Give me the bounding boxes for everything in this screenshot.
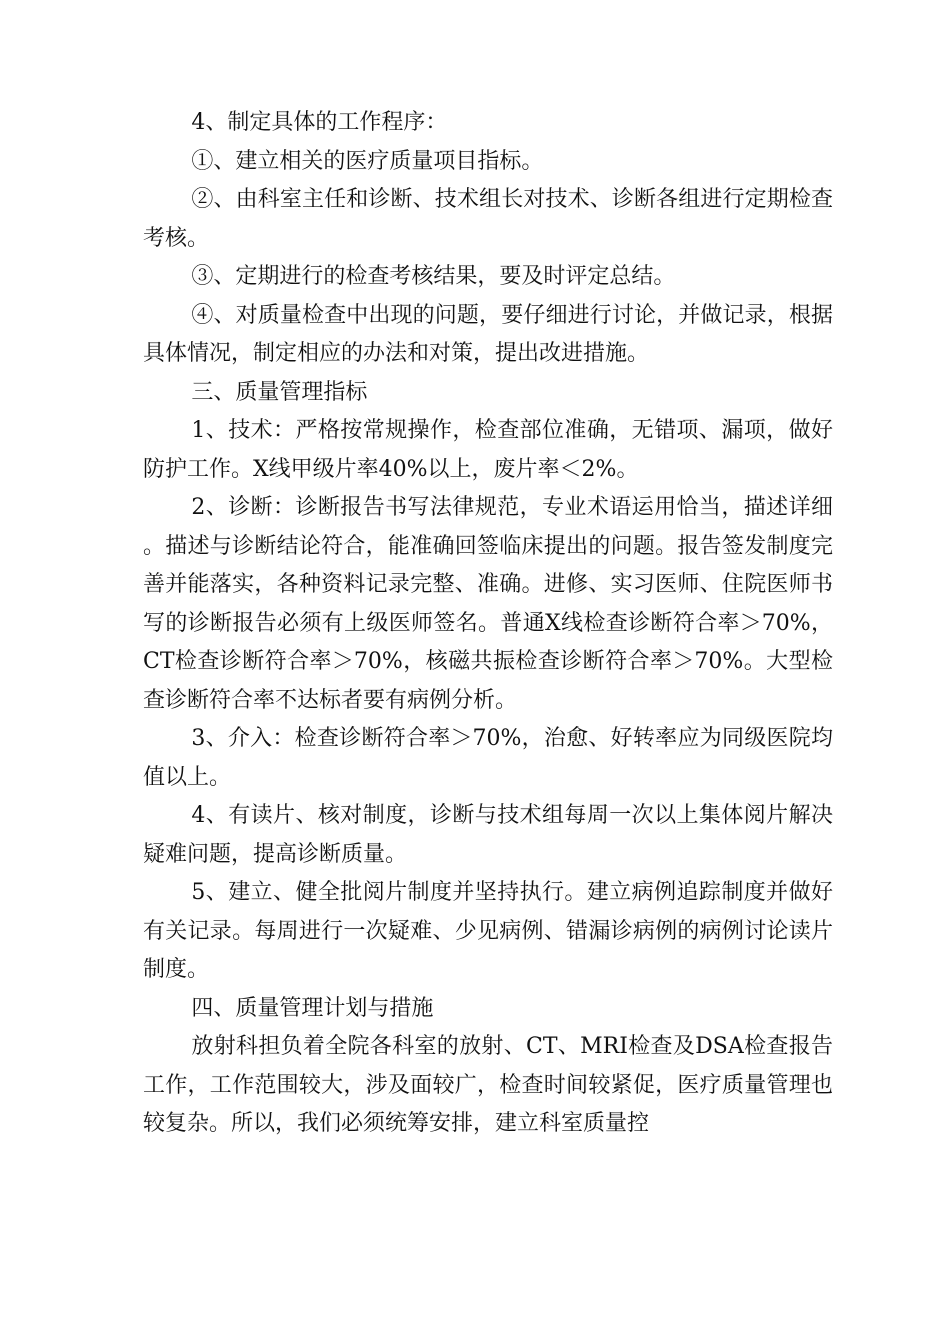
work-procedure-heading: 4、制定具体的工作程序： bbox=[191, 110, 448, 135]
document-page bbox=[143, 104, 833, 1144]
paragraph-radiology-overview: 放射科担负着全院各科室的放射、CT、MRI检查及DSA检查报告工作，工作范围较大，涉及面较广，检查时间较紧促，医疗质量管理也较复杂。所以，我们必须统筹安排，建立科室质量控 bbox=[143, 1034, 833, 1136]
list-item-4: ④、对质量检查中出现的问题，要仔细进行讨论，并做记录，根据具体情况，制定相应的办法和对策，提出改进措施。 bbox=[143, 302, 833, 366]
section-heading-quality-indicators: 三、质量管理指标 bbox=[191, 379, 368, 405]
list-item-1: ①、建立相关的医疗质量项目指标。 bbox=[191, 148, 544, 174]
section-heading-plan-measures: 四、质量管理计划与措施 bbox=[191, 995, 434, 1021]
paragraph-intervention: 3、介入：检查诊断符合率＞70%，治愈、好转率应为同级医院均值以上。 bbox=[143, 726, 833, 790]
list-item-3: ③、定期进行的检查考核结果，要及时评定总结。 bbox=[191, 264, 676, 289]
paragraph-technique: 1、技术：严格按常规操作，检查部位准确，无错项、漏项，做好防护工作。X线甲级片率40%以上，废片率＜2%。 bbox=[143, 418, 833, 482]
paragraph-film-reading: 4、有读片、核对制度，诊断与技术组每周一次以上集体阅片解决疑难问题，提高诊断质量。 bbox=[143, 803, 833, 867]
paragraph-diagnosis: 2、诊断：诊断报告书写法律规范，专业术语运用恰当，描述详细。描述与诊断结论符合，能准确回签临床提出的问题。报告签发制度完善并能落实，各种资料记录完整、准确。进修、实习医师、住院医师书写的诊断报告必须有上级医师签名。普通X线检查诊断符合率＞70%，CT检查诊断符合率＞70%，核磁共振检查诊断符合率＞70%。大型检查诊断符合率不达标者要有病例分析。 bbox=[143, 495, 833, 713]
list-item-2: ②、由科室主任和诊断、技术组长对技术、诊断各组进行定期检查考核。 bbox=[143, 187, 833, 251]
paragraph-review-system: 5、建立、健全批阅片制度并坚持执行。建立病例追踪制度并做好有关记录。每周进行一次疑难、少见病例、错漏诊病例的病例讨论读片制度。 bbox=[143, 880, 833, 982]
